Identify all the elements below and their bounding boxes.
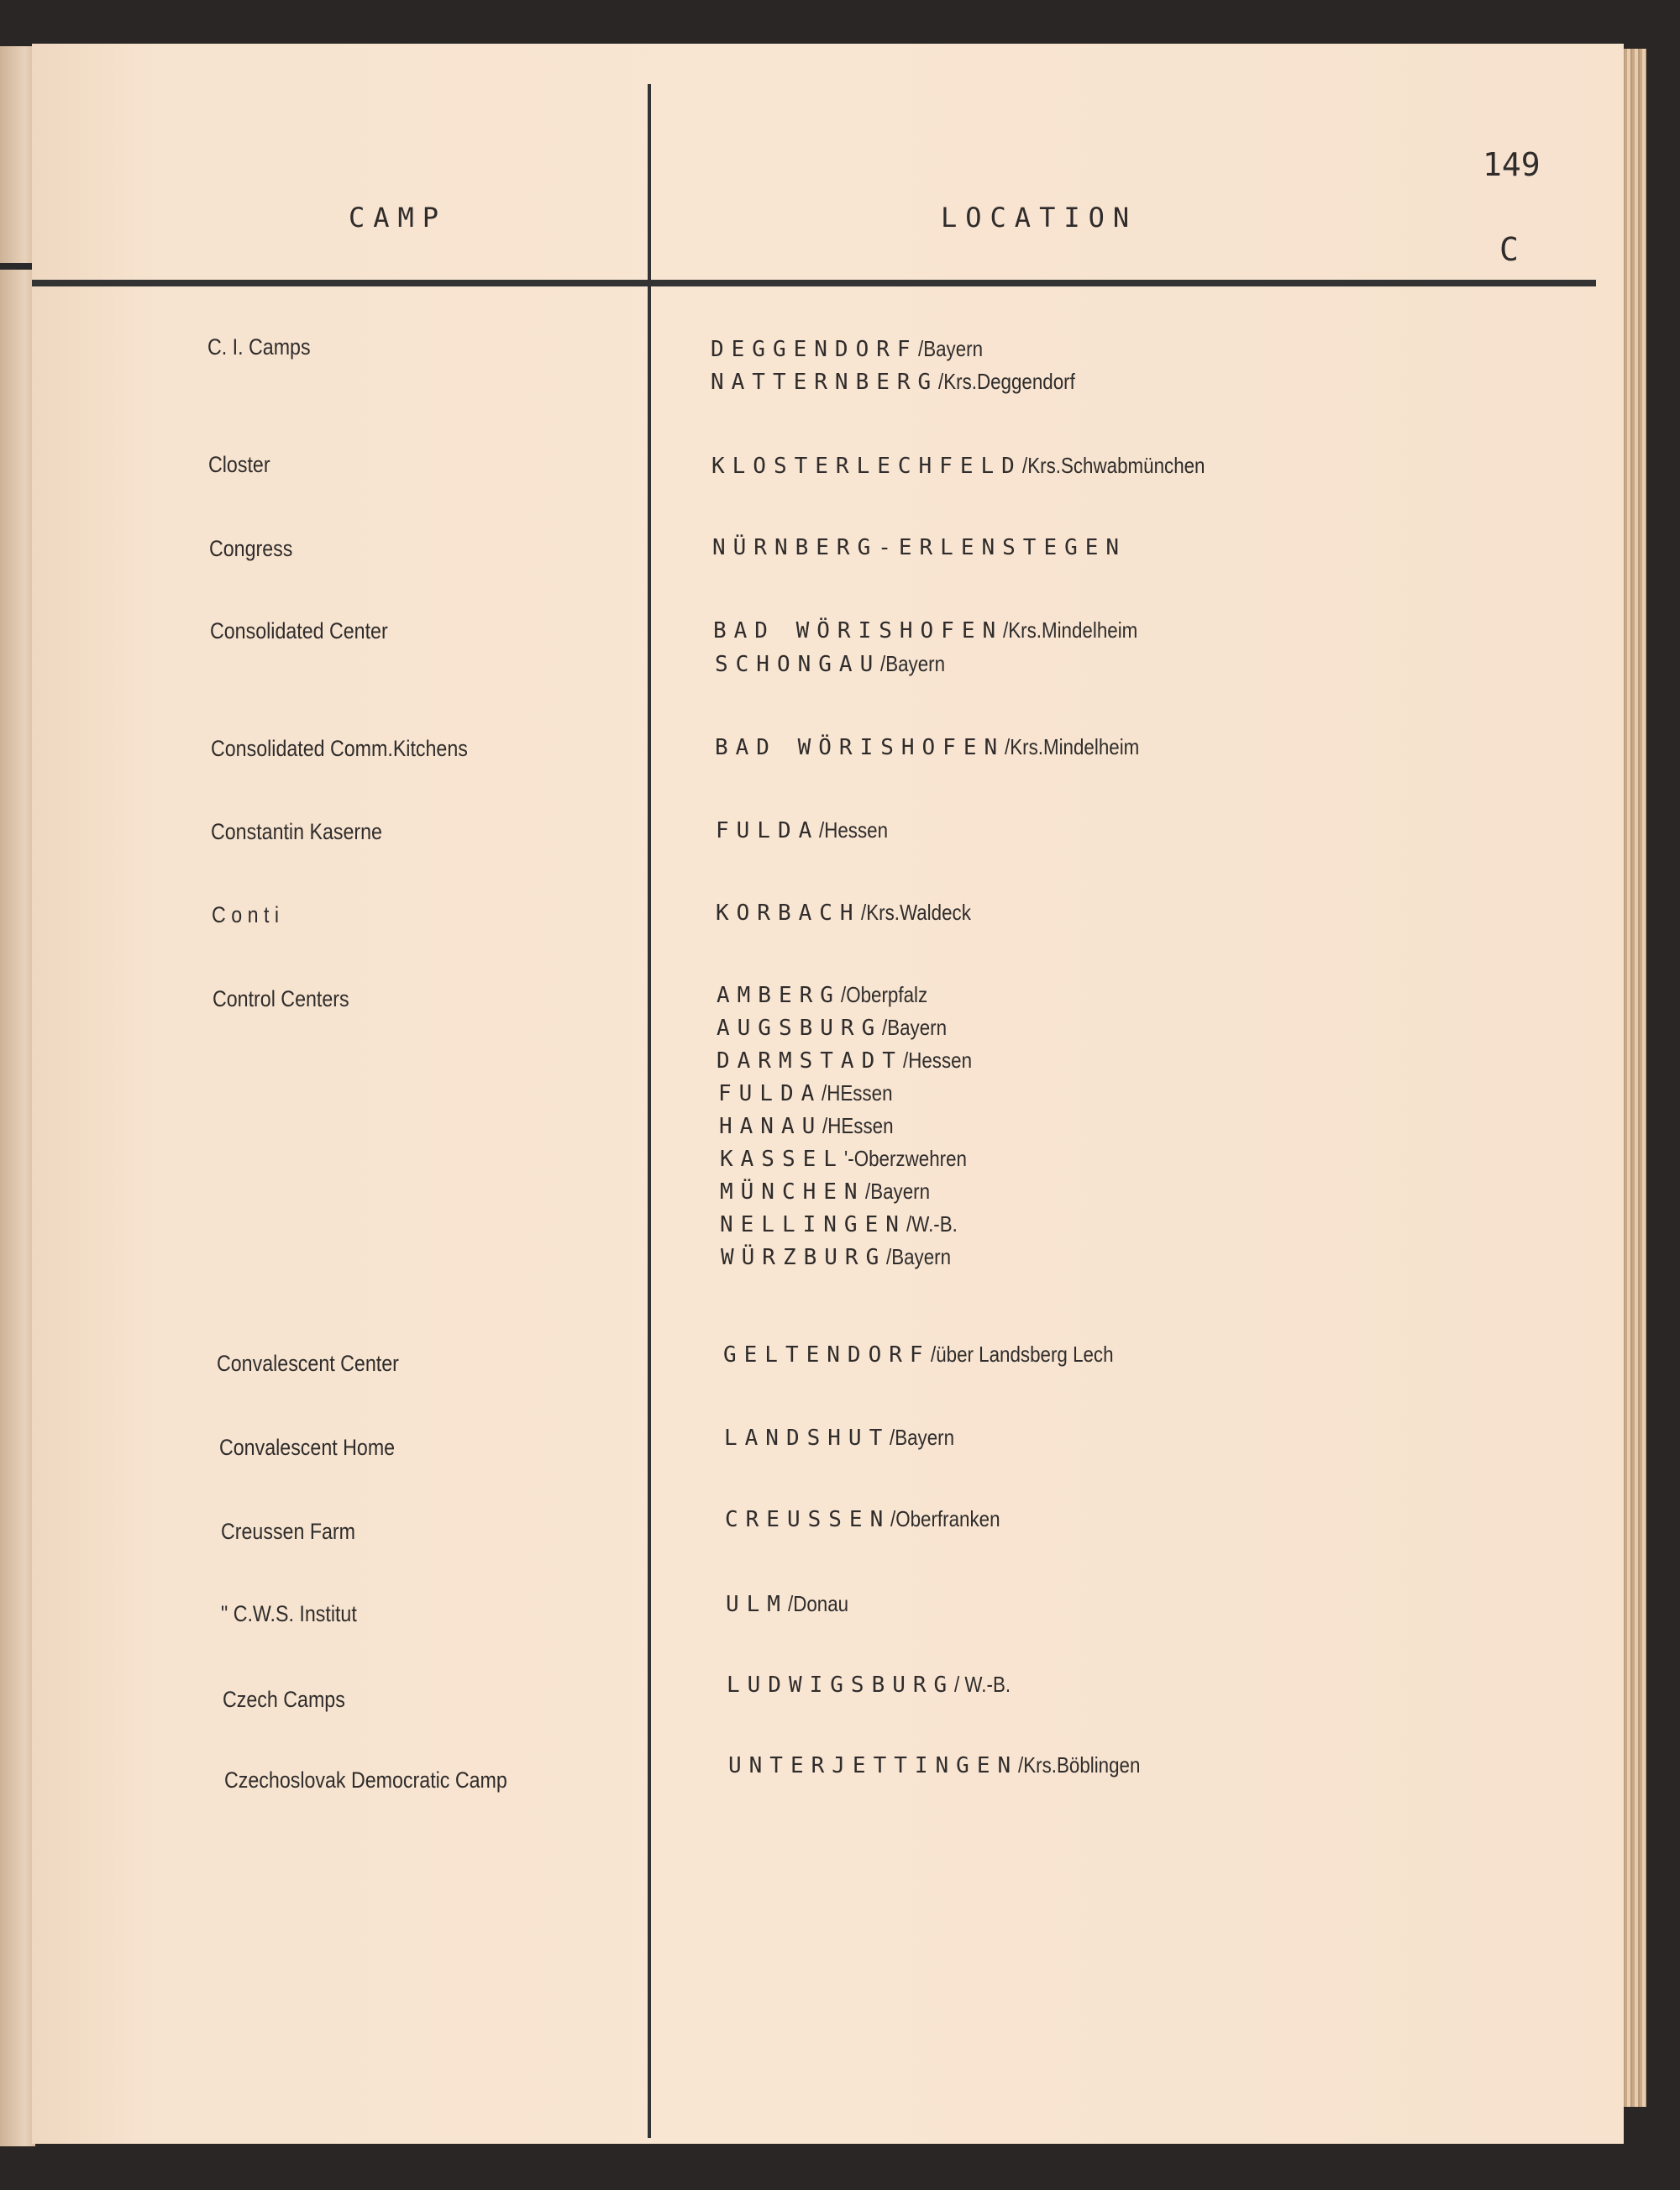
location-place: DARMSTADT [717, 1048, 903, 1074]
location-line [720, 1179, 940, 1205]
facing-page-edge [0, 46, 35, 2146]
location-region: /Bayern [890, 1425, 955, 1450]
location-line [720, 1146, 987, 1172]
location-place: SCHONGAU [715, 652, 881, 677]
camp-name: Czech Camps [223, 1687, 345, 1712]
camp-name: Constantin Kaserne [211, 819, 382, 844]
location-place: NÜRNBERG-ERLENSTEGEN [712, 535, 1127, 560]
location-place: NELLINGEN [720, 1212, 906, 1237]
location-place: AUGSBURG [717, 1016, 883, 1041]
camp-name: Congress [209, 536, 293, 561]
location-line [727, 1672, 1020, 1698]
location-region: /Bayern [882, 1015, 948, 1040]
location-line [715, 651, 956, 677]
location-place: CREUSSEN [725, 1507, 891, 1532]
location-region: /Bayern [880, 651, 946, 676]
location-region: /W.-B. [906, 1211, 958, 1237]
location-line [726, 1591, 858, 1617]
camp-column-header: CAMP [349, 202, 448, 234]
location-region: /HEssen [822, 1113, 894, 1138]
location-line [711, 336, 993, 362]
location-place: FULDA [718, 1081, 822, 1106]
location-place: BAD WÖRISHOFEN [715, 735, 1005, 760]
location-place: LANDSHUT [724, 1426, 890, 1451]
location-place: LUDWIGSBURG [727, 1673, 955, 1698]
location-line [725, 1506, 1018, 1532]
location-region: /Bayern [886, 1244, 952, 1269]
location-line [716, 817, 900, 843]
location-region: /Bayern [917, 336, 983, 361]
camp-name: Consolidated Center [210, 618, 388, 643]
location-place: DEGGENDORF [711, 337, 918, 362]
location-region: /Hessen [902, 1048, 972, 1073]
column-divider [648, 84, 651, 2138]
location-place: GELTENDORF [723, 1342, 931, 1368]
location-line [713, 617, 1160, 643]
camp-name: Consolidated Comm.Kitchens [211, 736, 468, 761]
location-place: FULDA [716, 818, 820, 843]
location-region: /Krs.Mindelheim [1005, 734, 1140, 759]
location-line [712, 535, 1126, 560]
location-region: /HEssen [822, 1080, 893, 1106]
camp-name: C o n t i [212, 902, 280, 927]
location-line [711, 453, 1235, 479]
location-place: KORBACH [716, 901, 861, 926]
location-line [718, 1080, 905, 1106]
location-region: /Donau [787, 1591, 849, 1616]
location-place: NATTERNBERG [711, 370, 939, 395]
location-place: AMBERG [717, 983, 841, 1008]
location-place: WÜRZBURG [721, 1245, 887, 1270]
location-region: /Bayern [864, 1179, 930, 1204]
facing-page-rule [0, 263, 35, 270]
location-column-header: LOCATION [941, 202, 1138, 234]
camp-name: Czechoslovak Democratic Camp [224, 1767, 507, 1793]
section-letter: C [1499, 231, 1519, 268]
location-line [716, 900, 989, 926]
location-line [719, 1113, 906, 1139]
location-place: BAD WÖRISHOFEN [713, 618, 1004, 643]
header-rule [32, 280, 1596, 286]
location-line [717, 1048, 983, 1074]
camp-name: Closter [208, 452, 270, 477]
camp-name: Creussen Farm [221, 1519, 356, 1544]
location-region: /Krs.Mindelheim [1003, 617, 1138, 643]
location-region: /Krs.Böblingen [1018, 1752, 1141, 1778]
location-place: UNTERJETTINGEN [728, 1753, 1019, 1778]
location-line [720, 1211, 966, 1237]
location-line [723, 1342, 1143, 1368]
location-line [715, 734, 1162, 760]
camp-name: Convalescent Home [219, 1435, 396, 1460]
page-number: 149 [1483, 146, 1541, 183]
location-region: /über Landsberg Lech [930, 1342, 1114, 1367]
camp-name: " C.W.S. Institut [221, 1601, 357, 1626]
camp-name: Control Centers [213, 986, 349, 1011]
location-region: /Oberfranken [890, 1506, 1000, 1531]
location-line [717, 982, 942, 1008]
location-place: HANAU [719, 1114, 823, 1139]
location-region: '-Oberzwehren [843, 1146, 967, 1171]
location-line [724, 1425, 965, 1451]
location-region: / W.-B. [954, 1672, 1011, 1697]
location-place: KLOSTERLECHFELD [711, 454, 1022, 479]
location-region: /Krs.Waldeck [860, 900, 971, 925]
camp-name: C. I. Camps [207, 334, 311, 360]
location-line [711, 369, 1098, 395]
location-place: MÜNCHEN [720, 1179, 865, 1205]
camp-name: Convalescent Center [217, 1351, 399, 1376]
location-line [721, 1244, 962, 1270]
location-region: /Krs.Deggendorf [938, 369, 1076, 394]
location-place: KASSEL [720, 1147, 844, 1172]
location-line [728, 1752, 1160, 1778]
location-region: /Oberpfalz [840, 982, 928, 1007]
location-line [717, 1015, 958, 1041]
location-region: /Krs.Schwabmünchen [1021, 453, 1205, 478]
location-place: ULM [726, 1592, 788, 1617]
location-region: /Hessen [819, 817, 889, 843]
